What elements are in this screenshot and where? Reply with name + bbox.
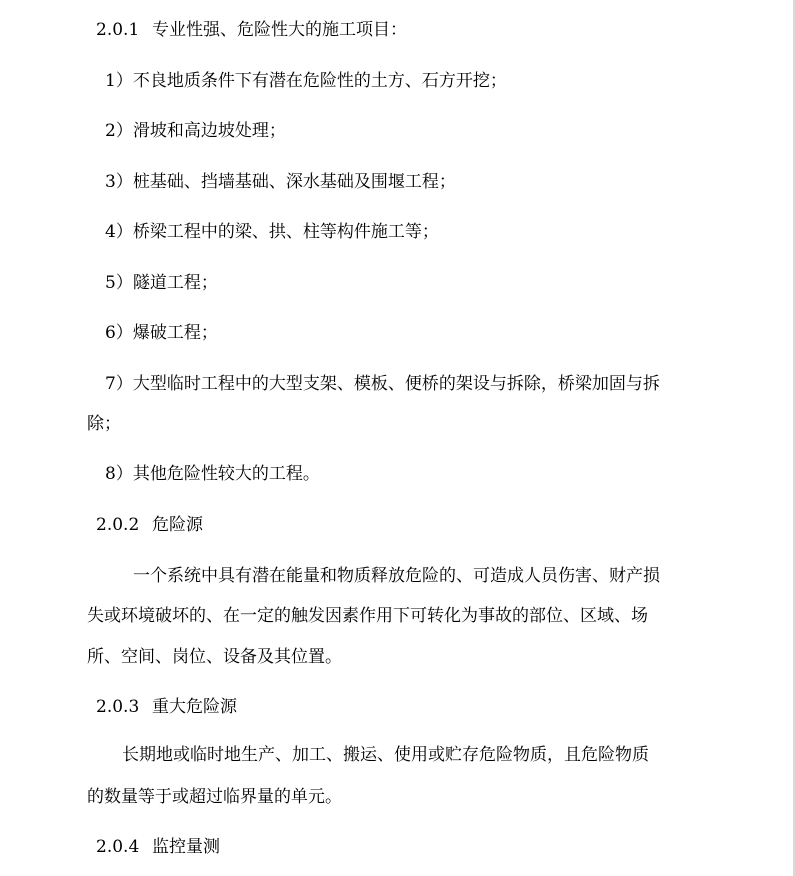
- section-heading-2-0-2: [96, 514, 203, 536]
- paragraph-line: 一个系统中具有潜在能量和物质释放危险的、可造成人员伤害、财产损: [133, 566, 660, 586]
- section-title: 重大危险源: [152, 697, 237, 717]
- list-item: 7）大型临时工程中的大型支架、模板、便桥的架设与拆除，桥梁加固与拆: [105, 374, 660, 394]
- section-number: 2.0.1: [96, 20, 140, 40]
- section-number: 2.0.3: [96, 697, 140, 717]
- list-item: 4）桥梁工程中的梁、拱、柱等构件施工等；: [105, 222, 439, 242]
- section-heading-2-0-4: [96, 836, 220, 858]
- list-item: 2）滑坡和高边坡处理；: [105, 121, 286, 141]
- section-number: 2.0.4: [96, 837, 140, 857]
- paragraph-line: 所、空间、岗位、设备及其位置。: [87, 647, 342, 667]
- paragraph-line: 长期地或临时地生产、加工、搬运、使用或贮存危险物质，且危险物质: [122, 745, 649, 765]
- list-item: 1）不良地质条件下有潜在危险性的土方、石方开挖；: [105, 71, 507, 91]
- paragraph-line: 失或环境破坏的、在一定的触发因素作用下可转化为事故的部位、区域、场: [87, 606, 648, 626]
- list-item: 5）隧道工程；: [105, 273, 218, 293]
- section-title: 监控量测: [152, 837, 220, 857]
- list-item: 3）桩基础、挡墙基础、深水基础及围堰工程；: [105, 172, 456, 192]
- section-title: 专业性强、危险性大的施工项目：: [152, 20, 407, 40]
- section-title: 危险源: [152, 515, 203, 535]
- section-heading-2-0-3: [96, 696, 237, 718]
- list-item: 6）爆破工程；: [105, 323, 218, 343]
- list-item-continuation: 除；: [87, 414, 121, 434]
- paragraph-line: 的数量等于或超过临界量的单元。: [87, 787, 342, 807]
- section-number: 2.0.2: [96, 515, 140, 535]
- section-heading-2-0-1: [96, 19, 407, 41]
- list-item: 8）其他危险性较大的工程。: [105, 464, 320, 484]
